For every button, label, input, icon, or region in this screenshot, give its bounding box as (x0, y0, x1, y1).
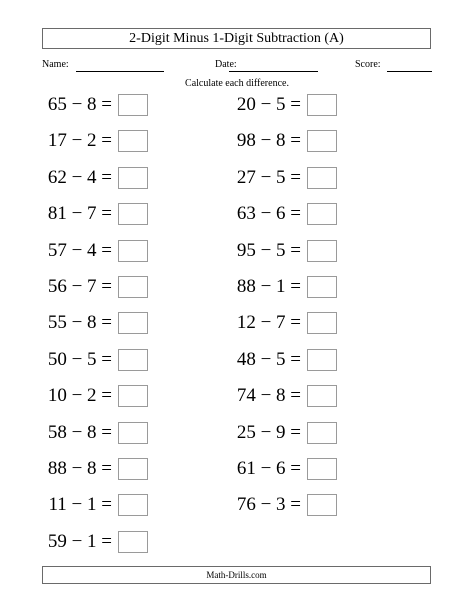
answer-box[interactable] (118, 94, 148, 116)
answer-box[interactable] (307, 494, 337, 516)
problem-item (229, 129, 337, 153)
problem-expression: 17 − 2 = (47, 130, 112, 152)
answer-box[interactable] (118, 494, 148, 516)
problem-item (40, 421, 148, 445)
answer-box[interactable] (118, 349, 148, 371)
problem-expression: 88 − 1 = (236, 276, 301, 297)
answer-box[interactable] (307, 94, 337, 116)
problem-item (40, 239, 148, 263)
answer-box[interactable] (307, 130, 337, 152)
problem-item (40, 493, 148, 517)
footer (42, 566, 431, 584)
problem-item (229, 202, 337, 226)
answer-box[interactable] (307, 240, 337, 262)
worksheet-title (42, 28, 431, 49)
student-info-row (42, 57, 434, 75)
answer-box[interactable] (307, 458, 337, 480)
answer-box[interactable] (118, 130, 148, 152)
problem-expression: 63 − 6 = (236, 203, 301, 225)
answer-box[interactable] (307, 349, 337, 371)
problem-expression: 57 − 4 = (47, 239, 112, 261)
problem-expression: 98 − 8 = (236, 130, 301, 152)
answer-box[interactable] (118, 167, 148, 189)
problem-expression: 56 − 7 = (47, 276, 112, 297)
answer-box[interactable] (118, 531, 148, 553)
problem-expression: 11 − 1 = (48, 494, 112, 516)
answer-box[interactable] (118, 240, 148, 262)
problem-item (40, 166, 148, 190)
answer-box[interactable] (118, 458, 148, 480)
problem-item (40, 129, 148, 153)
answer-box[interactable] (307, 203, 337, 225)
answer-box[interactable] (118, 422, 148, 444)
date-field[interactable] (229, 71, 318, 72)
problem-item (40, 202, 148, 226)
problem-item (229, 348, 337, 372)
problem-item (229, 239, 337, 263)
problem-expression: 62 − 4 = (47, 166, 112, 188)
problem-item (40, 457, 148, 481)
problem-expression: 95 − 5 = (236, 239, 301, 261)
problem-expression: 25 − 9 = (236, 421, 301, 443)
answer-box[interactable] (307, 167, 337, 189)
problem-item (229, 93, 337, 117)
problem-expression: 76 − 3 = (236, 494, 301, 516)
problem-expression: 20 − 5 = (236, 94, 301, 115)
problem-item (40, 530, 148, 554)
problem-item (40, 348, 148, 372)
answer-box[interactable] (307, 312, 337, 334)
problem-item (229, 384, 337, 408)
answer-box[interactable] (118, 203, 148, 225)
score-label: Score: (355, 59, 381, 70)
problem-expression: 65 − 8 = (47, 94, 112, 115)
worksheet-title-text: 2-Digit Minus 1-Digit Subtraction (A) (129, 30, 344, 46)
problem-expression: 59 − 1 = (47, 530, 112, 552)
footer-text: Math-Drills.com (206, 570, 267, 580)
problem-expression: 58 − 8 = (47, 421, 112, 443)
problem-expression: 12 − 7 = (236, 312, 301, 334)
date-label: Date: (215, 59, 237, 70)
problem-expression: 74 − 8 = (236, 385, 301, 407)
problem-expression: 61 − 6 = (236, 458, 301, 479)
problem-item (229, 421, 337, 445)
answer-box[interactable] (118, 385, 148, 407)
problem-item (229, 275, 337, 299)
problem-item (40, 275, 148, 299)
problem-expression: 55 − 8 = (47, 312, 112, 334)
problem-expression: 48 − 5 = (236, 348, 301, 370)
problem-item (40, 384, 148, 408)
problem-item (229, 311, 337, 335)
answer-box[interactable] (118, 276, 148, 298)
problem-expression: 50 − 5 = (47, 348, 112, 370)
problem-item (229, 457, 337, 481)
answer-box[interactable] (307, 276, 337, 298)
problem-expression: 88 − 8 = (47, 458, 112, 479)
problem-item (229, 166, 337, 190)
problem-item (40, 93, 148, 117)
answer-box[interactable] (307, 385, 337, 407)
name-label: Name: (42, 59, 69, 70)
answer-box[interactable] (118, 312, 148, 334)
problem-expression: 10 − 2 = (47, 385, 112, 407)
name-field[interactable] (76, 71, 164, 72)
problem-expression: 27 − 5 = (236, 166, 301, 188)
instructions: Calculate each difference. (185, 78, 289, 89)
problem-expression: 81 − 7 = (47, 203, 112, 225)
problem-item (229, 493, 337, 517)
problem-item (40, 311, 148, 335)
score-field[interactable] (387, 71, 432, 72)
answer-box[interactable] (307, 422, 337, 444)
